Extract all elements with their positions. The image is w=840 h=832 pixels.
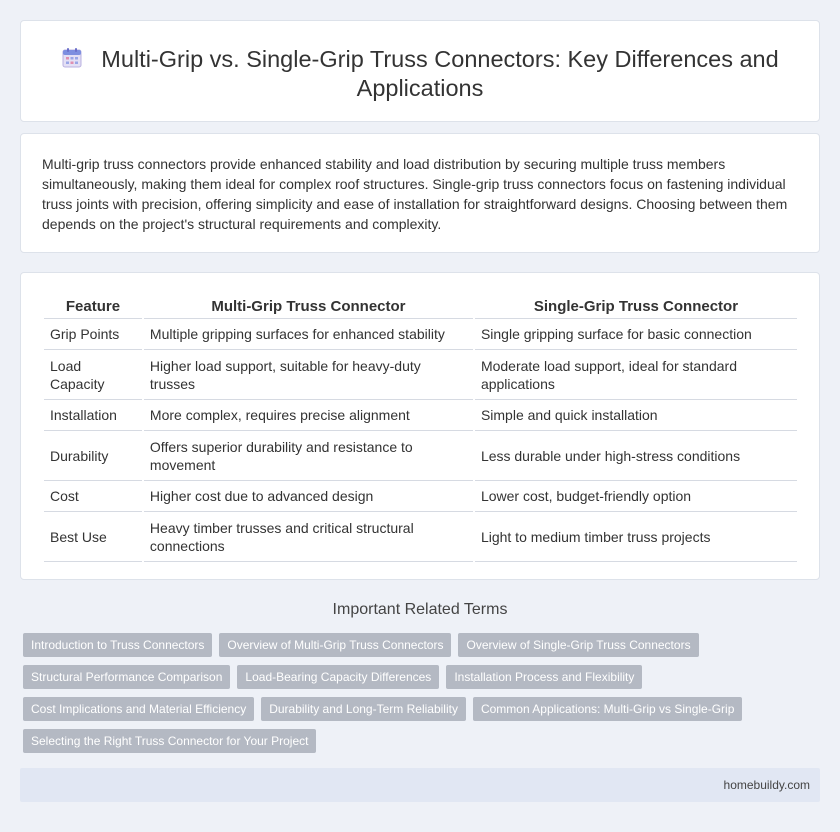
intro-card [20,133,820,253]
intro-paragraph: Multi-grip truss connectors provide enhanced stability and load distribution by securing multiple truss members simultaneously, making them ideal for complex roof structures. Single-grip truss connectors focus on fastening individual truss joints with precision, offering simplicity and ease of installation for straightforward designs. Choosing between them depends on the project's structural requirements and complexity. [42,156,788,232]
table-header-row [44,291,797,319]
row-feature: Load Capacity [44,350,142,400]
row-single-grip: Less durable under high-stress conditions [475,431,797,481]
row-feature: Installation [44,400,142,431]
row-single-grip: Single gripping surface for basic connection [475,319,797,350]
footer-site-link[interactable]: homebuildy.com [723,778,810,792]
row-feature: Best Use [44,512,142,562]
row-single-grip: Simple and quick installation [475,400,797,431]
row-single-grip: Lower cost, budget-friendly option [475,481,797,512]
table-row [44,350,797,400]
related-term-tag[interactable]: Installation Process and Flexibility [446,665,642,689]
row-feature: Cost [44,481,142,512]
related-term-tag[interactable]: Cost Implications and Material Efficiency [23,697,254,721]
comparison-card [20,272,820,580]
table-row [44,481,797,512]
tag-row [23,665,813,689]
related-terms-title: Important Related Terms [332,601,508,618]
tag-row [23,697,813,721]
related-terms-list [23,633,813,761]
row-feature: Durability [44,431,142,481]
related-term-tag[interactable]: Durability and Long-Term Reliability [261,697,466,721]
related-term-tag[interactable]: Structural Performance Comparison [23,665,230,689]
table-row [44,512,797,562]
calendar-icon [61,47,83,69]
footer [20,768,820,802]
row-feature: Grip Points [44,319,142,350]
row-multi-grip: Multiple gripping surfaces for enhanced stability [144,319,473,350]
related-term-tag[interactable]: Overview of Single-Grip Truss Connectors [458,633,698,657]
row-multi-grip: Offers superior durability and resistance to movement [144,431,473,481]
row-multi-grip: Higher load support, suitable for heavy-duty trusses [144,350,473,400]
row-single-grip: Light to medium timber truss projects [475,512,797,562]
page-title: Multi-Grip vs. Single-Grip Truss Connectors: Key Differences and Applications [101,46,779,101]
tag-row [23,633,813,657]
row-single-grip: Moderate load support, ideal for standard applications [475,350,797,400]
page-title-wrap [21,45,819,103]
table-row [44,400,797,431]
row-multi-grip: Higher cost due to advanced design [144,481,473,512]
related-term-tag[interactable]: Load-Bearing Capacity Differences [237,665,439,689]
table-row [44,319,797,350]
header-feature: Feature [44,291,142,319]
related-term-tag[interactable]: Selecting the Right Truss Connector for Your Project [23,729,316,753]
header-multi-grip: Multi-Grip Truss Connector [144,291,473,319]
related-term-tag[interactable]: Overview of Multi-Grip Truss Connectors [219,633,451,657]
comparison-table [42,291,799,562]
header-single-grip: Single-Grip Truss Connector [475,291,797,319]
tag-row [23,729,813,753]
table-row [44,431,797,481]
title-card [20,20,820,122]
row-multi-grip: More complex, requires precise alignment [144,400,473,431]
related-term-tag[interactable]: Introduction to Truss Connectors [23,633,212,657]
row-multi-grip: Heavy timber trusses and critical structural connections [144,512,473,562]
related-term-tag[interactable]: Common Applications: Multi-Grip vs Single-Grip [473,697,742,721]
